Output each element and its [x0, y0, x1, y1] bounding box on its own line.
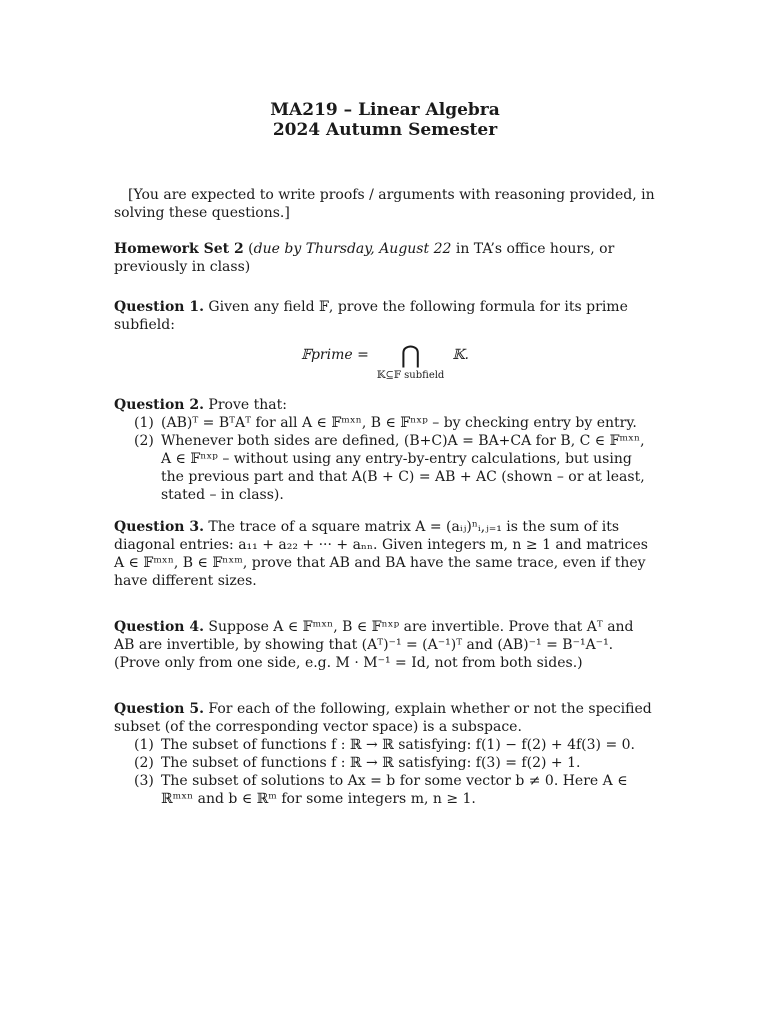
item-number: (1): [134, 737, 154, 753]
formula-rhs: 𝕂.: [452, 347, 469, 363]
intersection-subscript: 𝕂⊆𝔽 subfield: [376, 370, 445, 381]
homework-rest: in TA’s office hours, or previously in class): [114, 241, 615, 275]
item-text: The subset of functions f : ℝ → ℝ satisfying: f(1) − f(2) + 4f(3) = 0.: [161, 737, 635, 753]
question-1-label: Question 1.: [114, 299, 204, 315]
question-5-list: [114, 736, 656, 808]
item-number: (2): [134, 433, 154, 449]
item-text: Whenever both sides are defined, (B+C)A = BA+CA for B, C ∈ 𝔽ᵐˣⁿ, A ∈ 𝔽ⁿˣᵖ – without using any entry-by-entry calculations, but using the previous part and that A(B + C) = AB + AC (shown – or at least, stated – in class).: [161, 433, 645, 503]
prime-subfield-formula: [114, 342, 656, 382]
item-text: The subset of solutions to Ax = b for some vector b ≠ 0. Here A ∈ ℝᵐˣⁿ and b ∈ ℝᵐ for some integers m, n ≥ 1.: [161, 773, 628, 807]
intersection-symbol: ⋂: [400, 341, 421, 369]
question-3: [114, 518, 656, 590]
homework-open-paren: (: [243, 241, 254, 257]
list-item: [114, 754, 656, 772]
list-item: [114, 736, 656, 754]
question-4-body: Suppose A ∈ 𝔽ᵐˣⁿ, B ∈ 𝔽ⁿˣᵖ are invertible. Prove that Aᵀ and AB are invertible, by showing that (Aᵀ)⁻¹ = (A⁻¹)ᵀ and (AB)⁻¹ = B⁻¹A⁻¹. (Prove only from one side, e.g. M · M⁻¹ = Id, not from both sides.): [114, 619, 634, 671]
question-1-text: [114, 298, 656, 334]
course-title: MA219 – Linear Algebra: [270, 100, 500, 120]
question-4-label: Question 4.: [114, 619, 204, 635]
question-3-text: [114, 518, 656, 590]
item-text: (AB)ᵀ = BᵀAᵀ for all A ∈ 𝔽ᵐˣⁿ, B ∈ 𝔽ⁿˣᵖ – by checking entry by entry.: [161, 415, 637, 431]
intersection-operator: [377, 342, 445, 382]
question-2-list: [114, 414, 656, 504]
question-2: [114, 396, 656, 504]
semester-title: 2024 Autumn Semester: [272, 120, 498, 140]
item-number: (1): [134, 415, 154, 431]
homework-due: due by Thursday, August 22: [253, 241, 452, 257]
homework-heading: [114, 240, 656, 276]
question-3-label: Question 3.: [114, 519, 204, 535]
question-2-text: [114, 396, 656, 414]
document-page: [114, 100, 656, 808]
homework-label: Homework Set 2: [114, 241, 244, 257]
document-title: [114, 100, 656, 140]
question-5-text: [114, 700, 656, 736]
list-item: [114, 432, 656, 504]
question-5-label: Question 5.: [114, 701, 204, 717]
question-1-body: Given any field 𝔽, prove the following formula for its prime subfield:: [114, 299, 628, 333]
question-3-body: The trace of a square matrix A = (aᵢⱼ)ⁿᵢ,ⱼ₌₁ is the sum of its diagonal entries: a₁₁ + a₂₂ + ··· + aₙₙ. Given integers m, n ≥ 1 and matrices A ∈ 𝔽ᵐˣⁿ, B ∈ 𝔽ⁿˣᵐ, prove that AB and BA have the same trace, even if they have different sizes.: [114, 519, 648, 589]
intro-note: [You are expected to write proofs / arguments with reasoning provided, in solving these questions.]: [114, 187, 655, 221]
list-item: [114, 772, 656, 808]
question-2-body: Prove that:: [203, 397, 287, 413]
question-4-text: [114, 618, 656, 672]
item-text: The subset of functions f : ℝ → ℝ satisfying: f(3) = f(2) + 1.: [161, 755, 581, 771]
question-5: [114, 700, 656, 808]
list-item: [114, 414, 656, 432]
question-4: [114, 618, 656, 672]
question-5-body: For each of the following, explain whether or not the specified subset (of the corresponding vector space) is a subspace.: [114, 701, 652, 735]
item-number: (2): [134, 755, 154, 771]
formula-lhs: 𝔽prime =: [301, 347, 369, 363]
item-number: (3): [134, 773, 154, 789]
question-2-label: Question 2.: [114, 397, 204, 413]
question-1: [114, 298, 656, 382]
